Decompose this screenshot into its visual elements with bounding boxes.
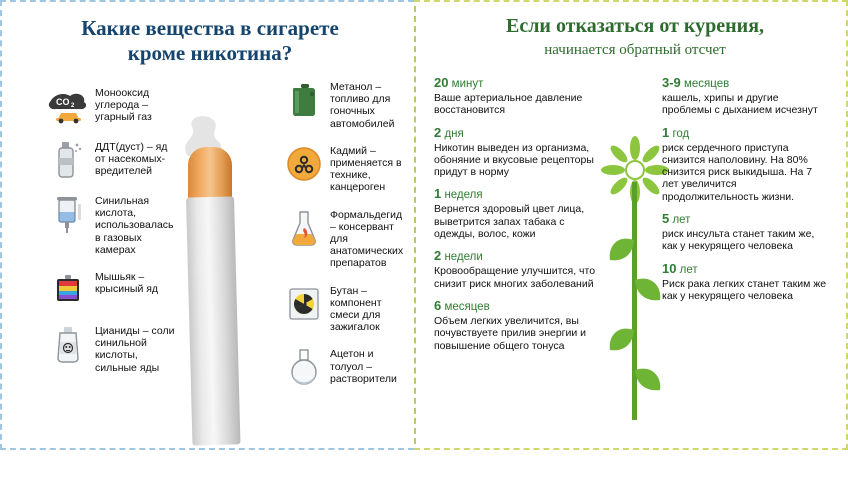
timeline-entry-head — [662, 126, 830, 141]
substances-right-column — [284, 80, 408, 401]
panel-divider — [414, 6, 416, 444]
timeline-entry-number: 1 — [662, 124, 670, 140]
substances-left-column — [48, 86, 178, 388]
timeline-entry-head — [434, 126, 602, 141]
timeline-entry-text: риск инсульта станет таким же, как у некурящего человека — [662, 228, 815, 253]
substance-label: Мышьяк – крысиный яд — [95, 271, 159, 296]
timeline-entry-head — [434, 187, 602, 202]
svg-text:2: 2 — [71, 103, 75, 109]
timeline-right-column — [662, 76, 830, 311]
substance-item — [48, 324, 178, 374]
syringe-icon — [48, 194, 88, 234]
timeline-entry-text: Риск рака легких станет таким же как у некурящего человека — [662, 277, 827, 302]
timeline-entry-text: Никотин выведен из организма, обоняние и вкусовые рецепторы придут в норму — [434, 141, 594, 179]
battery-icon — [48, 270, 88, 310]
timeline-entry-head — [434, 249, 602, 264]
substance-item — [48, 140, 178, 180]
substance-item — [48, 270, 178, 310]
timeline-entry — [662, 212, 830, 253]
right-title-line1: Если отказаться от курения, — [505, 15, 765, 37]
substance-item — [284, 347, 408, 387]
timeline-entry-unit: год — [672, 127, 690, 140]
timeline-entry — [434, 299, 602, 352]
substance-item — [284, 144, 408, 194]
timeline-entry-unit: месяцев — [444, 300, 490, 313]
flower-illustration — [600, 130, 670, 430]
timeline-entry-head — [434, 299, 602, 314]
timeline-entry-head — [434, 76, 602, 91]
substance-item — [48, 86, 178, 126]
timeline-entry — [434, 126, 602, 179]
timeline-entry-number: 3-9 — [662, 75, 681, 90]
timeline-entry-unit: недели — [444, 251, 483, 264]
timeline-entry-number: 5 — [662, 211, 670, 227]
timeline-entry-text: Ваше артериальное давление восстановится — [434, 92, 583, 117]
substance-label: Формальдегид – консервант для анатомических препаратов — [330, 208, 404, 270]
biohazard-icon — [284, 144, 324, 184]
timeline-entry-number: 20 — [434, 75, 449, 90]
cigarette-body — [186, 196, 240, 445]
timeline-entry-unit: лет — [679, 263, 698, 276]
timeline-entry — [434, 76, 602, 117]
substance-label: ДДТ(дуст) – яд от насекомых-вредителей — [95, 141, 168, 178]
timeline-entry — [662, 126, 830, 203]
timeline-entry-head — [662, 76, 830, 91]
timeline-entry-number: 6 — [434, 297, 442, 313]
substance-item — [284, 284, 408, 334]
timeline-entry — [662, 76, 830, 117]
substance-label: Кадмий – применяется в технике, канцероген — [330, 144, 402, 194]
timeline-entry-number: 2 — [434, 124, 442, 140]
timeline-entry-text: Вернется здоровый цвет лица, выветрится запах табака с одежды, волос, кожи — [434, 203, 585, 241]
spray-can-icon — [48, 140, 88, 180]
timeline-entry-unit: месяцев — [684, 78, 730, 90]
substance-item — [284, 80, 408, 130]
round-flask-icon — [284, 347, 324, 387]
timeline-entry — [662, 262, 830, 303]
substance-label: Синильная кислота, использовалась в газовых камерах — [95, 195, 174, 256]
timeline-entry-head — [662, 212, 830, 227]
substance-label: Метанол – топливо для гоночных автомобилей — [330, 81, 395, 130]
co2-car-icon — [48, 86, 88, 126]
timeline-entry-number: 10 — [662, 260, 677, 276]
radiation-icon — [284, 284, 324, 324]
timeline-entry — [434, 187, 602, 240]
timeline-entry-unit: лет — [672, 214, 691, 227]
right-title-line2: начинается обратный отсчет — [544, 42, 726, 58]
poison-bottle-icon — [48, 324, 88, 364]
timeline-entry-text: Кровообращение улучшится, что снизит риск многих заболеваний — [434, 265, 596, 290]
substance-label: Бутан – компонент смеси для зажигалок — [330, 284, 382, 334]
timeline-entry — [434, 249, 602, 290]
timeline-entry-unit: минут — [451, 78, 484, 90]
substance-label: Ацетон и толуол – растворители — [330, 348, 397, 385]
timeline-entry-number: 2 — [434, 248, 442, 264]
left-title-line1: Какие вещества в сигарете — [81, 16, 339, 40]
jerrycan-icon — [284, 80, 324, 120]
timeline-entry-text: риск сердечного приступа снизится наполовину. На 80% снизится риск выкидыша. На 7 лет увеличится продолжительность жизни. — [662, 141, 813, 203]
right-panel-title — [438, 14, 832, 60]
left-panel-title — [24, 16, 396, 66]
substance-label: Цианиды – соли синильной кислоты, сильные яды — [95, 325, 175, 374]
timeline-entry-head — [662, 262, 830, 277]
timeline-entry-text: кашель, хрипы и другие проблемы с дыханием исчезнут — [662, 92, 818, 117]
cigarette-filter — [188, 147, 232, 201]
left-panel — [0, 0, 414, 450]
right-panel — [414, 0, 848, 450]
timeline-entry-number: 1 — [434, 186, 442, 202]
svg-text:CO: CO — [56, 97, 70, 107]
substance-item — [284, 208, 408, 270]
timeline-entry-text: Объем легких увеличится, вы почувствуете прилив энергии и повышение общего тонуса — [434, 314, 587, 352]
cigarette-illustration — [172, 147, 246, 447]
timeline-left-column — [434, 76, 602, 361]
flask-fire-icon — [284, 208, 324, 248]
timeline-entry-unit: дня — [444, 127, 464, 140]
timeline-entry-unit: неделя — [444, 189, 483, 202]
substance-label: Монооксид углерода – угарный газ — [95, 87, 152, 124]
left-title-line2: кроме никотина? — [127, 41, 293, 65]
substance-item — [48, 194, 178, 256]
